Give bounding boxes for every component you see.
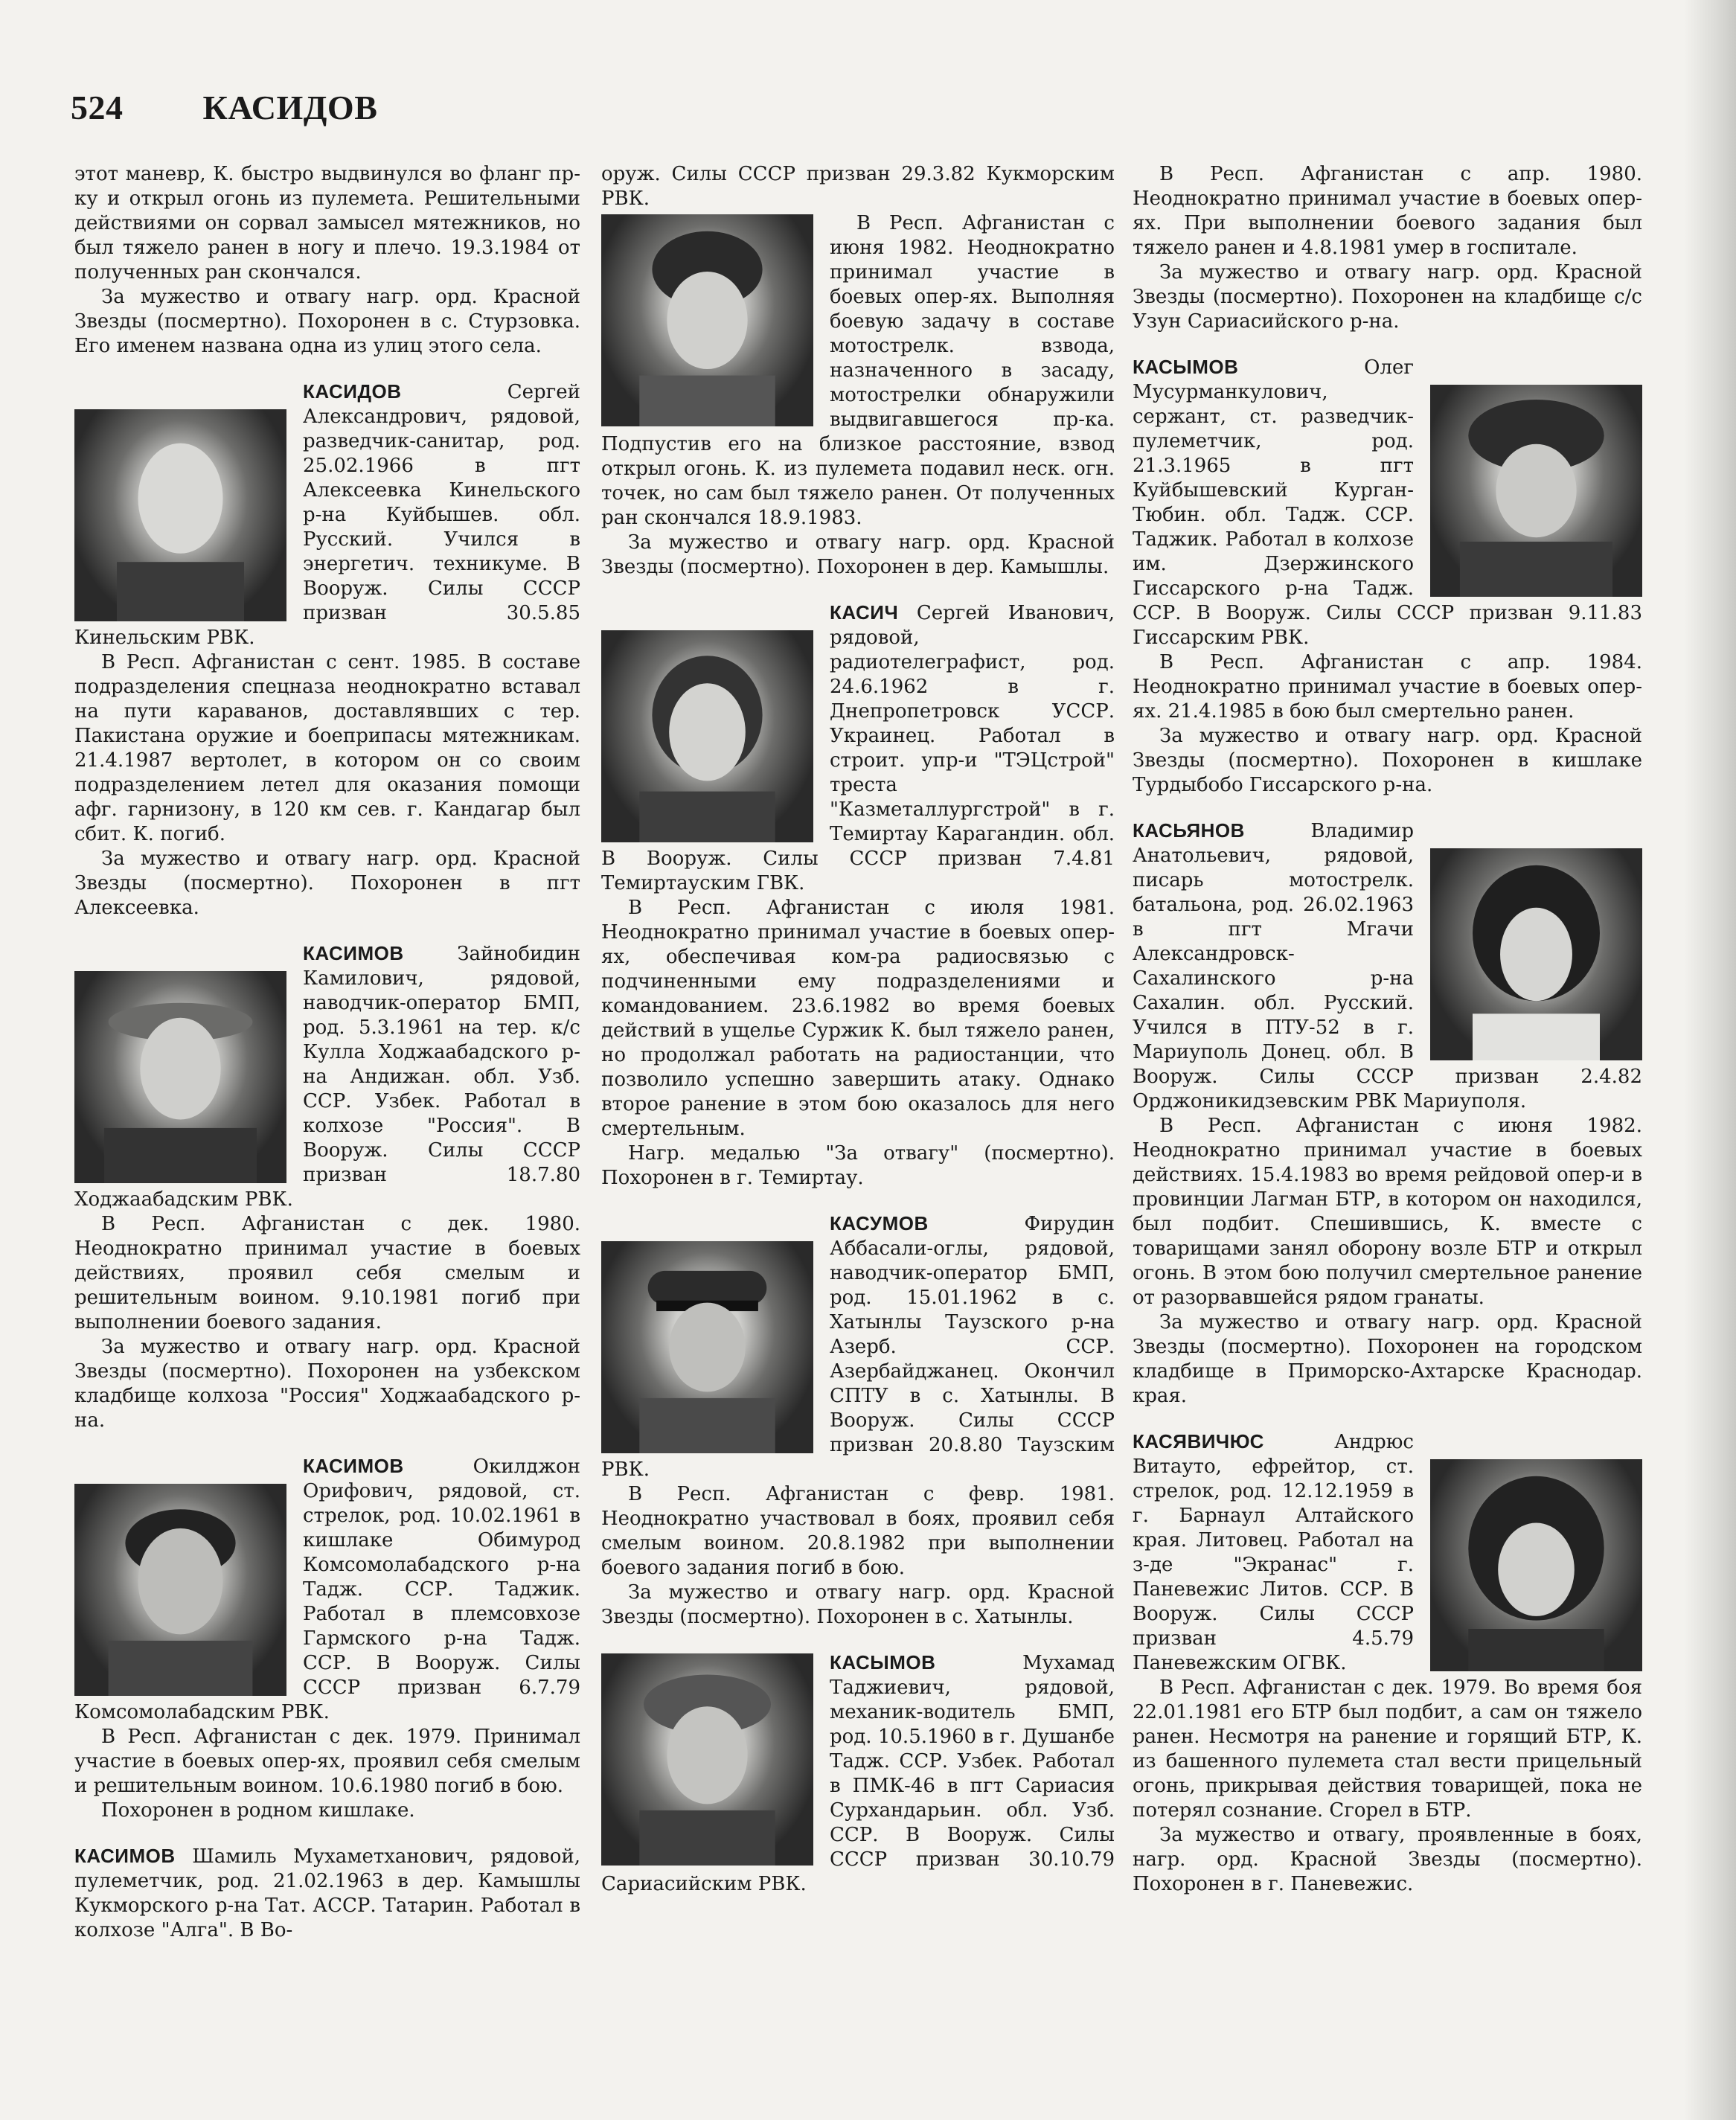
paragraph: За мужество и отвагу нагр. орд. Красной Звезды (посмертно). Похоронен на узбекском кладбище колхоза "Россия" Ходжаабадского р-на.: [74, 1336, 580, 1432]
column-3: [1133, 162, 1642, 1897]
entry-name: КАСИМОВ: [303, 942, 404, 964]
paragraph: Окилджон Орифович, рядовой, ст. стрелок, род. 10.02.1961 в кишлаке Обимурод Комсомолабадского р-на Тадж. ССР. Таджик. Работал в племсовхозе Гармского р-на Тадж. ССР. В Вооруж. Силы СССР призван 6.7.79 Комсомолабадским РВК.: [74, 1456, 580, 1723]
entry-continuation-1: [74, 162, 580, 359]
entry-continuation-3: [1133, 162, 1642, 334]
portrait-photo: [74, 1484, 286, 1696]
paragraph: Нагр. медалью "За отвагу" (посмертно). Похоронен в г. Темиртау.: [601, 1142, 1115, 1189]
paragraph: В Респ. Афганистан с дек. 1980. Неоднократно принимал участие в боевых действиях, проявил себя смелым и решительным воином. 9.10.1981 погиб при выполнении боевого задания.: [74, 1213, 580, 1333]
column-2: [601, 162, 1115, 1897]
entry-name: КАСЫМОВ: [1133, 356, 1239, 378]
entry-name: КАСИДОВ: [303, 380, 402, 403]
entry-name: КАСЯВИЧЮС: [1133, 1430, 1264, 1453]
paragraph: За мужество и отвагу нагр. орд. Красной Звезды (посмертно). Похоронен на кладбище с/с Узун Сариасийского р-на.: [1133, 261, 1642, 333]
paragraph: За мужество и отвагу нагр. орд. Красной Звезды (посмертно). Похоронен на городском кладбище в Приморско-Ахтарске Краснодар. края.: [1133, 1311, 1642, 1407]
paragraph: В Респ. Афганистан с февр. 1981. Неоднократно участвовал в боях, проявил себя смелым воином. 20.8.1982 при выполнении боевого задания погиб в бою.: [601, 1483, 1115, 1579]
portrait-photo: [74, 409, 286, 621]
entry-kasumov: [601, 1211, 1115, 1630]
page-number: 524: [71, 89, 124, 127]
paragraph: Шамиль Мухаметханович, рядовой, пулеметчик, род. 21.02.1963 в дер. Камышлы Кукморского р-на Тат. АССР. Татарин. Работал в колхозе "Алга". В Во-: [74, 1845, 580, 1941]
portrait-photo: [1430, 385, 1642, 597]
paragraph: оруж. Силы СССР призван 29.3.82 Кукморским РВК.: [601, 163, 1115, 210]
paragraph: Мухамад Таджиевич, рядовой, механик-водитель БМП, род. 10.5.1960 в г. Душанбе Тадж. ССР. Узбек. Работал в ПМК-46 в пгт Сариасия Сурхандарьин. обл. Узб. ССР. В Вооруж. Силы СССР призван 30.10.79 Сариасийским РВК.: [601, 1652, 1115, 1895]
paragraph: За мужество и отвагу нагр. орд. Красной Звезды (посмертно). Похоронен в пгт Алексеевка.: [74, 848, 580, 919]
entry-name: КАСУМОВ: [830, 1212, 929, 1234]
entry-name: КАСЫМОВ: [830, 1651, 936, 1674]
entry-name: КАСЬЯНОВ: [1133, 819, 1245, 842]
entry-continuation-2: [601, 162, 1115, 580]
paragraph: Зайнобидин Камилович, рядовой, наводчик-оператор БМП, род. 5.3.1961 на тер. к/с Кулла Ходжаабадского р-на Андижан. обл. Узб. ССР. Узбек. Работал в колхозе "Россия". В Вооруж. Силы СССР призван 18.7.80 Ходжаабадским РВК.: [74, 943, 580, 1211]
entry-kasimov-shamil: [74, 1844, 580, 1943]
entry-kasimov-zaynobidin: [74, 941, 580, 1433]
paragraph: Андрюс Витаутo, ефрейтор, ст. стрелок, род. 12.12.1959 в г. Барнаул Алтайского края. Литовец. Работал на з-де "Экранас" г. Паневежис Литов. ССР. В Вооруж. Силы СССР призван 4.5.79 Паневежским ОГВК.: [1133, 1431, 1414, 1674]
paragraph: В Респ. Афганистан с июня 1982. Неоднократно принимал участие в боевых действиях. 15.4.1983 во время рейдовой опер-и в провинции Лагман БТР, в котором он находился, был подбит. Спешившись, К. вместе с товарищами занял оборону возле БТР и открыл огонь. В этом бою получил смертельное ранение от разорвавшейся рядом гранаты.: [1133, 1115, 1642, 1309]
paragraph: В Респ. Афганистан с июня 1982. Неоднократно принимал участие в боевых опер-ях. Выполняя боевую задачу в составе мотострелк. взвода, назначенного в засаду, мотострелки обнаружили выдвигавшегося пр-ка. Подпустив его на близкое расстояние, взвод открыл огонь. К. из пулемета подавил неск. огн. точек, но сам был тяжело ранен. От полученных ран скончался 18.9.1983.: [601, 212, 1115, 529]
portrait-photo: [601, 1653, 813, 1866]
entry-kasymov-mukhamad: [601, 1650, 1115, 1897]
portrait-photo: [1430, 1459, 1642, 1671]
entry-name: КАСИМОВ: [303, 1455, 404, 1477]
paragraph: Олег Мусурманкулович, сержант, ст. разведчик-пулеметчик, род. 21.3.1965 в пгт Куйбышевский Курган-Тюбин. обл. Тадж. ССР. Таджик. Работал в колхозе им. Дзержинского Гиссарского р-на Тадж. ССР. В Вооруж. Силы СССР призван 9.11.83 Гиссарским РВК.: [1133, 356, 1642, 649]
paragraph: В Респ. Афганистан с сент. 1985. В составе подразделения спецназа неоднократно вставал на пути караванов, доставлявших с тер. Пакистана оружие и боеприпасы мятежникам. 21.4.1987 вертолет, в котором он со своим подразделением летел для оказания помощи афг. гарнизону, в 120 км сев. г. Кандагар был сбит. К. погиб.: [74, 651, 580, 845]
entry-kasidov: [74, 380, 580, 920]
entry-kasimov-okildzhon: [74, 1454, 580, 1823]
paragraph: В Респ. Афганистан с июля 1981. Неоднократно принимал участие в боевых опер-ях, обеспечивая ком-ра радиосвязью с подчиненными ему подразделениями и командованием. 23.6.1982 во время боевых действий в ущелье Суржик К. был тяжело ранен, но продолжал работать на радиостанции, что позволило успешно завершить атаку. Однако второе ранение в этом бою оказалось для него смертельным.: [601, 897, 1115, 1140]
portrait-photo: [601, 630, 813, 842]
portrait-photo: [601, 214, 813, 426]
page-edge-shadow: [1684, 0, 1736, 2120]
paragraph: За мужество и отвагу нагр. орд. Красной Звезды (посмертно). Похоронен в кишлаке Турдыбобо Гиссарского р-на.: [1133, 725, 1642, 796]
paragraph: Владимир Анатольевич, рядовой, писарь мотострелк. батальона, род. 26.02.1963 в пгт Мгачи Александровск-Сахалинского р-на Сахалин. обл. Русский. Учился в ПТУ-52 в г. Мариуполь Донец. обл. В Вооруж. Силы СССР призван 2.4.82 Орджоникидзевским РВК Мариуполя.: [1133, 820, 1642, 1112]
paragraph: Похоронен в родном кишлаке.: [101, 1799, 415, 1822]
entry-kasymov-oleg: [1133, 355, 1642, 798]
paragraph: Фирудин Аббасали-оглы, рядовой, наводчик-оператор БМП, род. 15.01.1962 в с. Хатынлы Таузского р-на Азерб. ССР. Азербайджанец. Окончил СПТУ в с. Хатынлы. В Вооруж. Силы СССР призван 20.8.80 Таузским РВК.: [601, 1213, 1115, 1481]
paragraph: Сергей Александрович, рядовой, разведчик-санитар, род. 25.02.1966 в пгт Алексеевка Кинельского р-на Куйбышев. обл. Русский. Учился в энергетич. техникуме. В Вооруж. Силы СССР призван 30.5.85 Кинельским РВК.: [74, 381, 580, 649]
paragraph: В Респ. Афганистан с дек. 1979. Принимал участие в боевых опер-ях, проявил себя смелым и решительным воином. 10.6.1980 погиб в бою.: [74, 1726, 580, 1797]
paragraph: За мужество и отвагу нагр. орд. Красной Звезды (посмертно). Похоронен в дер. Камышлы.: [601, 531, 1115, 578]
entry-name: КАСИЧ: [830, 601, 899, 624]
paragraph: За мужество и отвагу нагр. орд. Красной Звезды (посмертно). Похоронен в с. Хатынлы.: [601, 1581, 1115, 1628]
entry-kasich: [601, 601, 1115, 1191]
running-title: КАСИДОВ: [202, 89, 378, 127]
entry-kasyavichyus: [1133, 1429, 1642, 1897]
entry-kasyanov: [1133, 819, 1642, 1409]
paragraph: В Респ. Афганистан с апр. 1984. Неоднократно принимал участие в боевых опер-ях. 21.4.1985 в бою был смертельно ранен.: [1133, 651, 1642, 723]
paragraph: За мужество и отвагу, проявленные в боях, нагр. орд. Красной Звезды (посмертно). Похоронен в г. Паневежис.: [1133, 1824, 1642, 1895]
running-head: [71, 88, 377, 127]
paragraph: Сергей Иванович, рядовой, радиотелеграфист, род. 24.6.1962 в г. Днепропетровск УССР. Украинец. Работал в строит. упр-и "ТЭЦстрой" треста "Казметаллургстрой" в г. Темиртау Карагандин. обл. В Вооруж. Силы СССР призван 7.4.81 Темиртауским ГВК.: [601, 602, 1115, 894]
paragraph: В Респ. Афганистан с апр. 1980. Неоднократно принимал участие в боевых опер-ях. При выполнении боевого задания был тяжело ранен и 4.8.1981 умер в госпитале.: [1133, 163, 1642, 259]
paragraph: В Респ. Афганистан с дек. 1979. Во время боя 22.01.1981 его БТР был подбит, а сам он тяжело ранен. Несмотря на ранение и горящий БТР, К. из башенного пулемета стал вести прицельный огонь, прикрывая действия товарищей, пока не потерял сознание. Сгорел в БТР.: [1133, 1677, 1642, 1822]
entry-name: КАСИМОВ: [74, 1845, 176, 1867]
paragraph: За мужество и отвагу нагр. орд. Красной Звезды (посмертно). Похоронен в с. Стурзовка. Его именем названа одна из улиц этого села.: [74, 286, 580, 357]
portrait-photo: [74, 971, 286, 1183]
portrait-photo: [1430, 848, 1642, 1060]
column-1: [74, 162, 580, 1943]
portrait-photo: [601, 1241, 813, 1453]
paragraph: этот маневр, К. быстро выдвинулся во фланг пр-ку и открыл огонь из пулемета. Решительными действиями он сорвал замысел мятежников, но был тяжело ранен в ногу и плечо. 19.3.1984 от полученных ран скончался.: [74, 163, 580, 284]
